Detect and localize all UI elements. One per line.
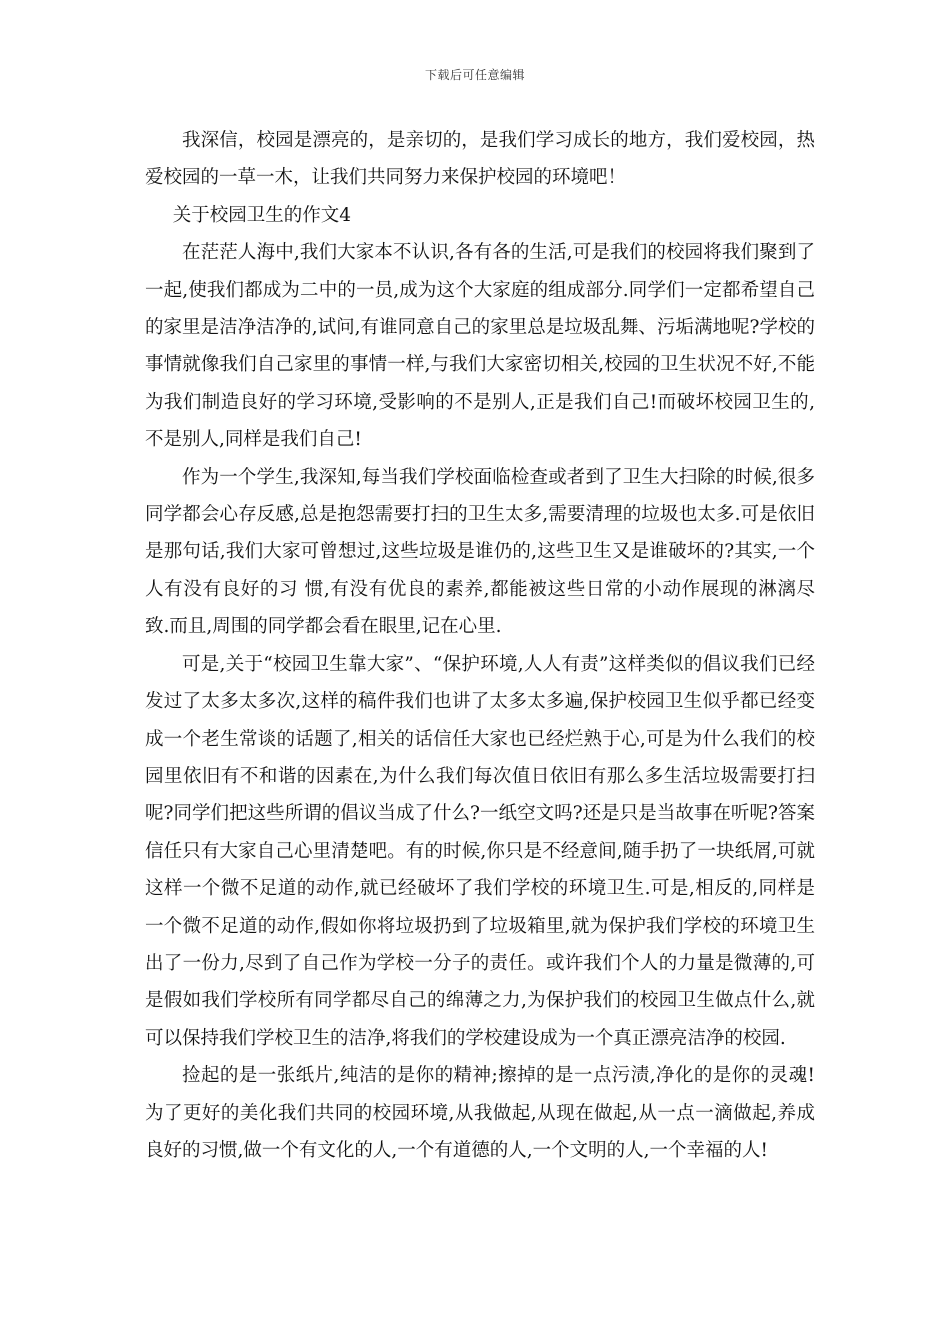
paragraph-conclusion-prev: 我深信，校园是漂亮的，是亲切的，是我们学习成长的地方，我们爱校园，热爱校园的一草一木，让我们共同努力来保护校园的环境吧！: [145, 130, 815, 189]
essay-title: 关于校园卫生的作文4: [172, 204, 352, 226]
paragraph-student-view: 作为一个学生,我深知,每当我们学校面临检查或者到了卫生大扫除的时候,很多同学都会心存反感,总是抱怨需要打扫的卫生太多,需要清理的垃圾也太多.可是依旧是那句话,我们大家可曾想过,这些垃圾是谁仍的,这些卫生又是谁破坏的?其实,一个人有没有良好的习 惯,有没有优良的素养,都能被这些日常的小动作展现的淋漓尽致.而且,周围的同学都会看在眼里,记在心里.: [145, 466, 815, 638]
paragraph-initiative: 可是,关于“校园卫生靠大家”、“保护环境,人人有责”这样类似的倡议我们已经发过了太多太多次,这样的稿件我们也讲了太多太多遍,保护校园卫生似乎都已经变成一个老生常谈的话题了,相关的话信任大家也已经烂熟于心,可是为什么我们的校园里依旧有不和谐的因素在,为什么我们每次值日依旧有那么多生活垃圾需要打扫呢?同学们把这些所谓的倡议当成了什么?一纸空文吗?还是只是当故事在听呢?答案信任只有大家自己心里清楚吧。有的时候,你只是不经意间,随手扔了一块纸屑,可就这样一个微不足道的动作,就已经破坏了我们学校的环境卫生.可是,相反的,同样是一个微不足道的动作,假如你将垃圾扔到了垃圾箱里,就为保护我们学校的环境卫生出了一份力,尽到了自己作为学校一分子的责任。或许我们个人的力量是微薄的,可是假如我们学校所有同学都尽自己的绵薄之力,为保护我们的校园卫生做点什么,就可以保持我们学校卫生的洁净,将我们的学校建设成为一个真正漂亮洁净的校园.: [145, 653, 815, 1049]
paragraph-intro: 在茫茫人海中,我们大家本不认识,各有各的生活,可是我们的校园将我们聚到了一起,使我们都成为二中的一员,成为这个大家庭的组成部分.同学们一定都希望自己的家里是洁净洁净的,试问,有谁同意自己的家里总是垃圾乱舞、污垢满地呢?学校的事情就像我们自己家里的事情一样,与我们大家密切相关,校园的卫生状况不好,不能为我们制造良好的学习环境,受影响的不是别人,正是我们自己!而破坏校园卫生的,不是别人,同样是我们自己!: [145, 242, 815, 451]
document-body: [145, 122, 815, 1169]
paragraph-closing: 捡起的是一张纸片,纯洁的是你的精神;擦掉的是一点污渍,净化的是你的灵魂!为了更好的美化我们共同的校园环境,从我做起,从现在做起,从一点一滴做起,养成良好的习惯,做一个有文化的人,一个有道德的人,一个文明的人,一个幸福的人!: [145, 1065, 815, 1161]
page-header: 下载后可任意编辑: [424, 68, 525, 82]
